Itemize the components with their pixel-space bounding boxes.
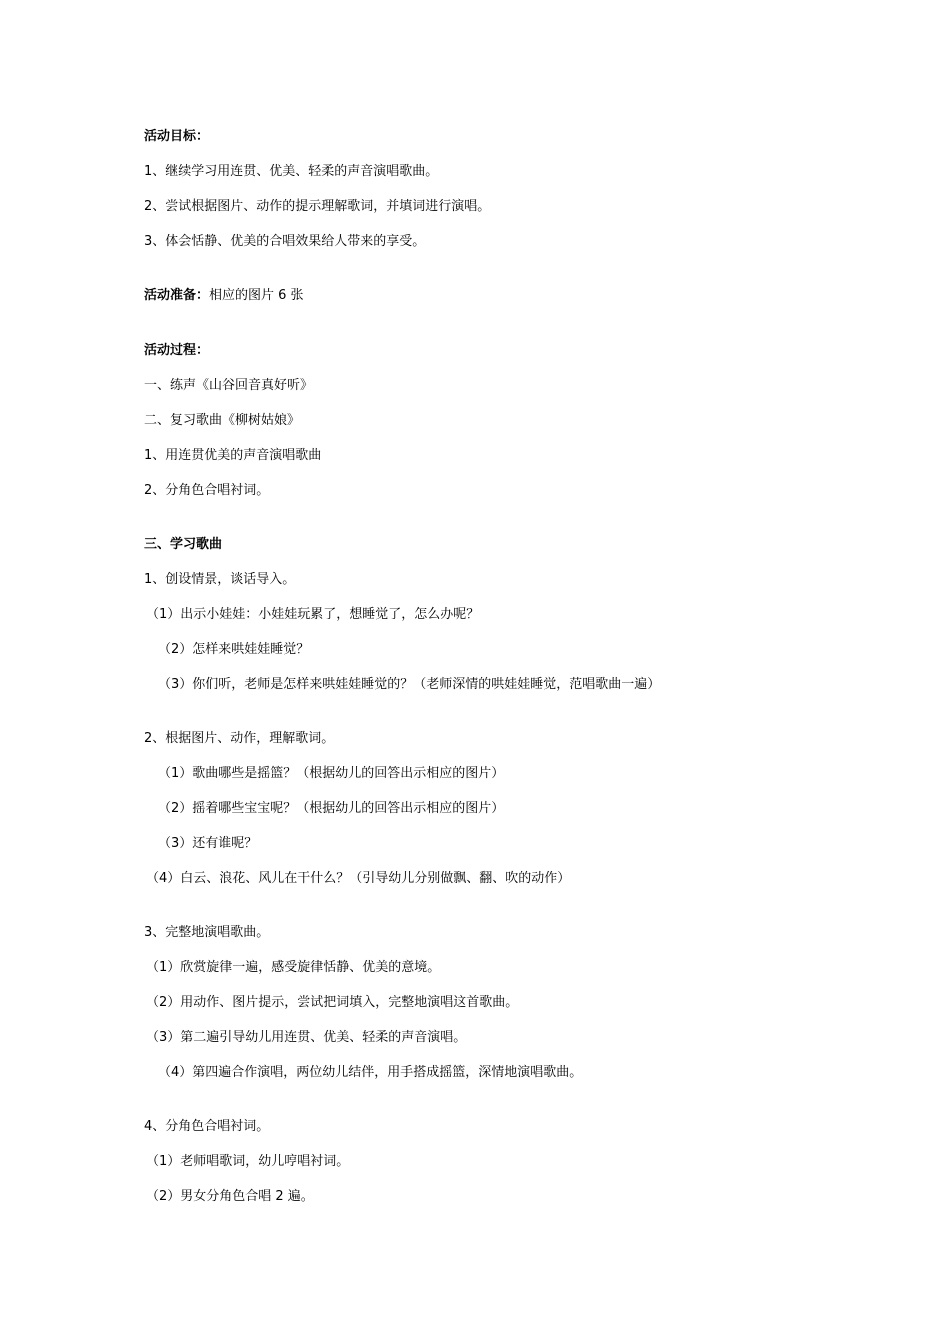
- step4-item: （2）男女分角色合唱 2 遍。: [146, 1189, 314, 1204]
- step3-title: 3、完整地演唱歌曲。: [144, 925, 270, 940]
- step1-item: （2）怎样来哄娃娃睡觉？: [158, 642, 310, 657]
- process-item: 一、练声《山谷回音真好听》: [144, 378, 314, 393]
- goals-heading: 活动目标：: [144, 129, 210, 144]
- preparation-heading: 活动准备：: [144, 288, 210, 303]
- step1-item: （3）你们听，老师是怎样来哄娃娃睡觉的？（老师深情的哄娃娃睡觉，范唱歌曲一遍）: [158, 677, 661, 692]
- step1-title: 1、创设情景，谈话导入。: [144, 572, 296, 587]
- step3-item: （3）第二遍引导幼儿用连贯、优美、轻柔的声音演唱。: [146, 1030, 467, 1045]
- step2-title: 2、根据图片、动作，理解歌词。: [144, 731, 335, 746]
- step2-item: （2）摇着哪些宝宝呢？（根据幼儿的回答出示相应的图片）: [158, 801, 505, 816]
- step2-item: （1）歌曲哪些是摇篮？（根据幼儿的回答出示相应的图片）: [158, 766, 505, 781]
- step2-item: （3）还有谁呢？: [158, 836, 258, 851]
- step2-item: （4）白云、浪花、风儿在干什么？（引导幼儿分别做飘、翻、吹的动作）: [146, 871, 571, 886]
- preparation-text: 相应的图片 6 张: [209, 288, 304, 303]
- process-item: 2、分角色合唱衬词。: [144, 483, 270, 498]
- preparation-line: [144, 287, 304, 305]
- goal-item: 2、尝试根据图片、动作的提示理解歌词，并填词进行演唱。: [144, 199, 491, 214]
- goal-item: 3、体会恬静、优美的合唱效果给人带来的享受。: [144, 234, 426, 249]
- step4-title: 4、分角色合唱衬词。: [144, 1119, 270, 1134]
- process-item: 二、复习歌曲《柳树姑娘》: [144, 413, 301, 428]
- learn-heading: 三、学习歌曲: [144, 537, 223, 552]
- step4-item: （1）老师唱歌词，幼儿哼唱衬词。: [146, 1154, 350, 1169]
- step1-item: （1）出示小娃娃：小娃娃玩累了，想睡觉了，怎么办呢？: [146, 607, 480, 622]
- step3-item: （4）第四遍合作演唱，两位幼儿结伴，用手搭成摇篮，深情地演唱歌曲。: [158, 1065, 583, 1080]
- goal-item: 1、继续学习用连贯、优美、轻柔的声音演唱歌曲。: [144, 164, 439, 179]
- process-heading: 活动过程：: [144, 343, 210, 358]
- step3-item: （1）欣赏旋律一遍，感受旋律恬静、优美的意境。: [146, 960, 441, 975]
- step3-item: （2）用动作、图片提示，尝试把词填入，完整地演唱这首歌曲。: [146, 995, 519, 1010]
- process-item: 1、用连贯优美的声音演唱歌曲: [144, 448, 322, 463]
